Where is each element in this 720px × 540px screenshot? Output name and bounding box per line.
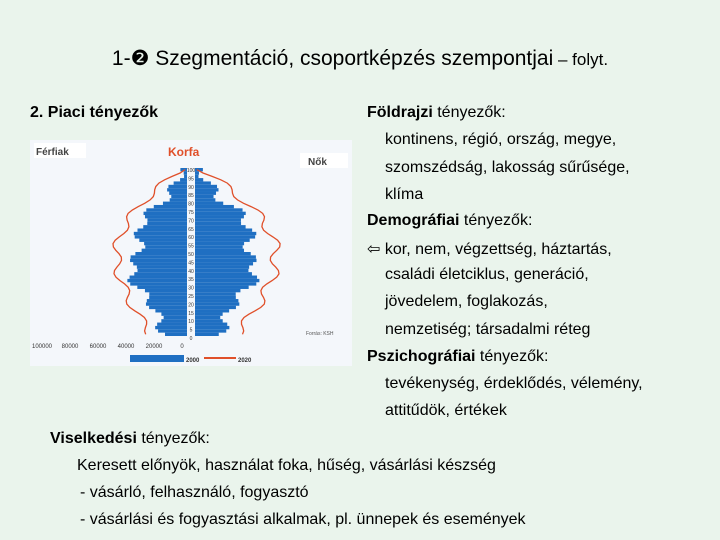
legend-2000-swatch <box>130 355 184 362</box>
men-bar <box>134 272 187 275</box>
men-bar <box>149 306 187 309</box>
women-bar <box>195 289 240 292</box>
women-bar <box>195 225 246 228</box>
slide-title-suffix: – folyt. <box>553 50 609 69</box>
women-bar <box>195 309 229 312</box>
women-bar <box>195 276 257 279</box>
slide-title <box>0 46 720 71</box>
value-tick-label: 40000 <box>117 344 135 350</box>
foldrajzi-heading: Földrajzi tényezők: <box>367 104 506 121</box>
men-bar <box>145 245 187 248</box>
pyramid-svg <box>30 140 352 366</box>
arrow-left-icon: ⇦ <box>367 241 381 258</box>
men-bar <box>134 232 187 235</box>
men-bar <box>157 323 187 326</box>
legend-2020-label: 2020 <box>238 358 252 364</box>
women-bar <box>195 265 249 268</box>
age-tick-label: 15 <box>188 310 194 317</box>
women-bar <box>195 296 236 299</box>
women-bar <box>195 202 223 205</box>
viselkedesi-line-3: - vásárlási és fogyasztási alkalmak, pl. ünnepek és események <box>80 511 526 528</box>
women-bar <box>195 235 255 238</box>
viselkedesi-line-1: Keresett előnyök, használat foka, hűség, vásárlási készség <box>77 457 496 474</box>
women-bar <box>195 178 203 181</box>
men-bar <box>143 225 187 228</box>
age-tick-label: 45 <box>188 260 194 267</box>
women-bar <box>195 198 215 201</box>
women-bar <box>195 181 211 184</box>
men-bar <box>169 192 187 195</box>
men-bar <box>161 312 187 315</box>
men-bar <box>137 228 187 231</box>
men-bar <box>137 286 187 289</box>
men-bar <box>133 262 187 265</box>
women-bar <box>195 326 229 329</box>
women-bar <box>195 292 236 295</box>
women-bar <box>195 245 243 248</box>
women-bar <box>195 208 243 211</box>
pyramid-source: Forrás: KSH <box>306 331 334 337</box>
age-tick-label: 30 <box>188 285 194 292</box>
men-bar <box>144 212 187 215</box>
men-bar <box>174 181 187 184</box>
women-bar <box>195 242 244 245</box>
value-tick-label: 60000 <box>89 344 107 350</box>
men-bar <box>149 296 187 299</box>
demografiai-line-1: ⇦ kor, nem, végzettség, háztartás, <box>367 241 612 258</box>
men-bar <box>184 175 187 178</box>
women-bar <box>195 212 246 215</box>
women-bar <box>195 302 239 305</box>
women-label: Nők <box>308 157 327 168</box>
legend-2000-label: 2000 <box>186 358 200 364</box>
men-bar <box>135 252 187 255</box>
women-bar <box>195 316 220 319</box>
demografiai-line-3: jövedelem, foglakozás, <box>385 293 548 310</box>
age-tick-label: 95 <box>188 176 194 183</box>
viselkedesi-line-2: - vásárló, felhasználó, fogyasztó <box>80 484 309 501</box>
men-bar <box>147 222 187 225</box>
men-bar <box>164 316 187 319</box>
men-bar <box>180 178 187 181</box>
women-bar <box>195 232 256 235</box>
men-bar <box>161 319 187 322</box>
men-bar <box>165 333 187 336</box>
age-tick-label: 55 <box>188 243 194 250</box>
age-tick-label: 100 <box>186 168 196 174</box>
men-bar <box>146 302 187 305</box>
men-bar <box>158 329 187 332</box>
viselkedesi-heading: Viselkedési tényezők: <box>50 430 210 447</box>
men-bar <box>145 215 187 218</box>
men-bar <box>130 259 187 262</box>
age-tick-label: 70 <box>188 218 194 225</box>
pszichografiai-line-2: attitűdök, értékek <box>385 402 507 419</box>
men-bar <box>147 218 187 221</box>
women-bar <box>195 171 199 174</box>
men-bar <box>155 326 187 329</box>
men-bar <box>168 185 187 188</box>
men-bar <box>167 188 187 191</box>
men-bar <box>142 249 187 252</box>
women-bar <box>195 286 249 289</box>
age-tick-label: 60 <box>188 235 194 242</box>
women-bar <box>195 249 244 252</box>
age-tick-label: 0 <box>189 336 193 342</box>
pyramid-title: Korfa <box>168 145 200 159</box>
age-tick-label: 35 <box>188 277 194 284</box>
women-bar <box>195 306 236 309</box>
women-bar <box>195 255 256 258</box>
foldrajzi-line-3: klíma <box>385 186 424 203</box>
men-bar <box>149 292 187 295</box>
women-bar <box>195 319 223 322</box>
women-bar <box>195 222 241 225</box>
women-bar <box>195 252 251 255</box>
men-bar <box>147 299 187 302</box>
foldrajzi-line-2: szomszédság, lakosság sűrűsége, <box>385 159 630 176</box>
value-tick-label: 20000 <box>145 344 163 350</box>
men-bar <box>146 208 187 211</box>
men-bar <box>137 265 187 268</box>
men-bar <box>131 255 187 258</box>
demografiai-line-4: nemzetiség; társadalmi réteg <box>385 321 591 338</box>
demografiai-line-2: családi életciklus, generáció, <box>385 266 589 283</box>
age-tick-label: 5 <box>189 327 193 334</box>
women-bar <box>195 188 219 191</box>
slide-title-main: 1-❷ Szegmentáció, csoportképzés szempontjai <box>111 47 554 70</box>
men-bar <box>163 202 187 205</box>
women-bar <box>195 279 259 282</box>
age-tick-label: 65 <box>188 226 194 233</box>
women-bar <box>195 259 256 262</box>
age-tick-label: 85 <box>188 193 194 200</box>
foldrajzi-line-1: kontinens, régió, ország, megye, <box>385 131 617 148</box>
men-bar <box>155 309 187 312</box>
women-bar <box>195 299 238 302</box>
women-bar <box>195 205 234 208</box>
men-bar <box>170 198 187 201</box>
women-bar <box>195 329 226 332</box>
women-bar <box>195 323 227 326</box>
women-bar <box>195 185 217 188</box>
demografiai-heading: Demográfiai tényezők: <box>367 212 533 229</box>
pszichografiai-heading: Pszichográfiai tényezők: <box>367 348 549 365</box>
women-bar <box>195 239 250 242</box>
men-bar <box>154 205 187 208</box>
women-bar <box>195 195 214 198</box>
pszichografiai-line-1: tevékenység, érdeklődés, vélemény, <box>385 375 643 392</box>
age-tick-label: 20 <box>188 302 194 309</box>
value-tick-label: 100000 <box>31 344 53 350</box>
value-tick-label: 80000 <box>61 344 79 350</box>
age-tick-label: 75 <box>188 210 194 216</box>
women-bar <box>195 175 198 178</box>
men-bar <box>135 235 187 238</box>
women-bar <box>195 218 241 221</box>
women-bar <box>195 333 219 336</box>
women-bar <box>195 272 252 275</box>
age-tick-label: 25 <box>188 294 194 300</box>
women-bar <box>195 269 248 272</box>
value-tick-label: 0 <box>180 344 184 350</box>
men-bar <box>171 195 187 198</box>
women-bar <box>195 192 216 195</box>
left-heading: 2. Piaci tényezők <box>30 104 159 121</box>
age-tick-label: 90 <box>188 184 194 191</box>
women-bar <box>195 262 253 265</box>
men-label: Férfiak <box>36 147 69 158</box>
population-pyramid-image <box>30 140 352 366</box>
men-bar <box>138 269 187 272</box>
men-bar <box>145 289 187 292</box>
age-tick-label: 40 <box>188 268 194 275</box>
men-bar <box>144 242 187 245</box>
age-tick-label: 10 <box>188 319 194 326</box>
men-bar <box>139 239 187 242</box>
men-bar <box>130 276 187 279</box>
men-bar <box>127 279 187 282</box>
women-bar <box>195 282 256 285</box>
women-bar <box>195 312 223 315</box>
age-tick-label: 80 <box>188 201 194 208</box>
men-bar <box>130 282 187 285</box>
age-tick-label: 50 <box>188 252 194 258</box>
women-bar <box>195 228 252 231</box>
women-bar <box>195 215 244 218</box>
